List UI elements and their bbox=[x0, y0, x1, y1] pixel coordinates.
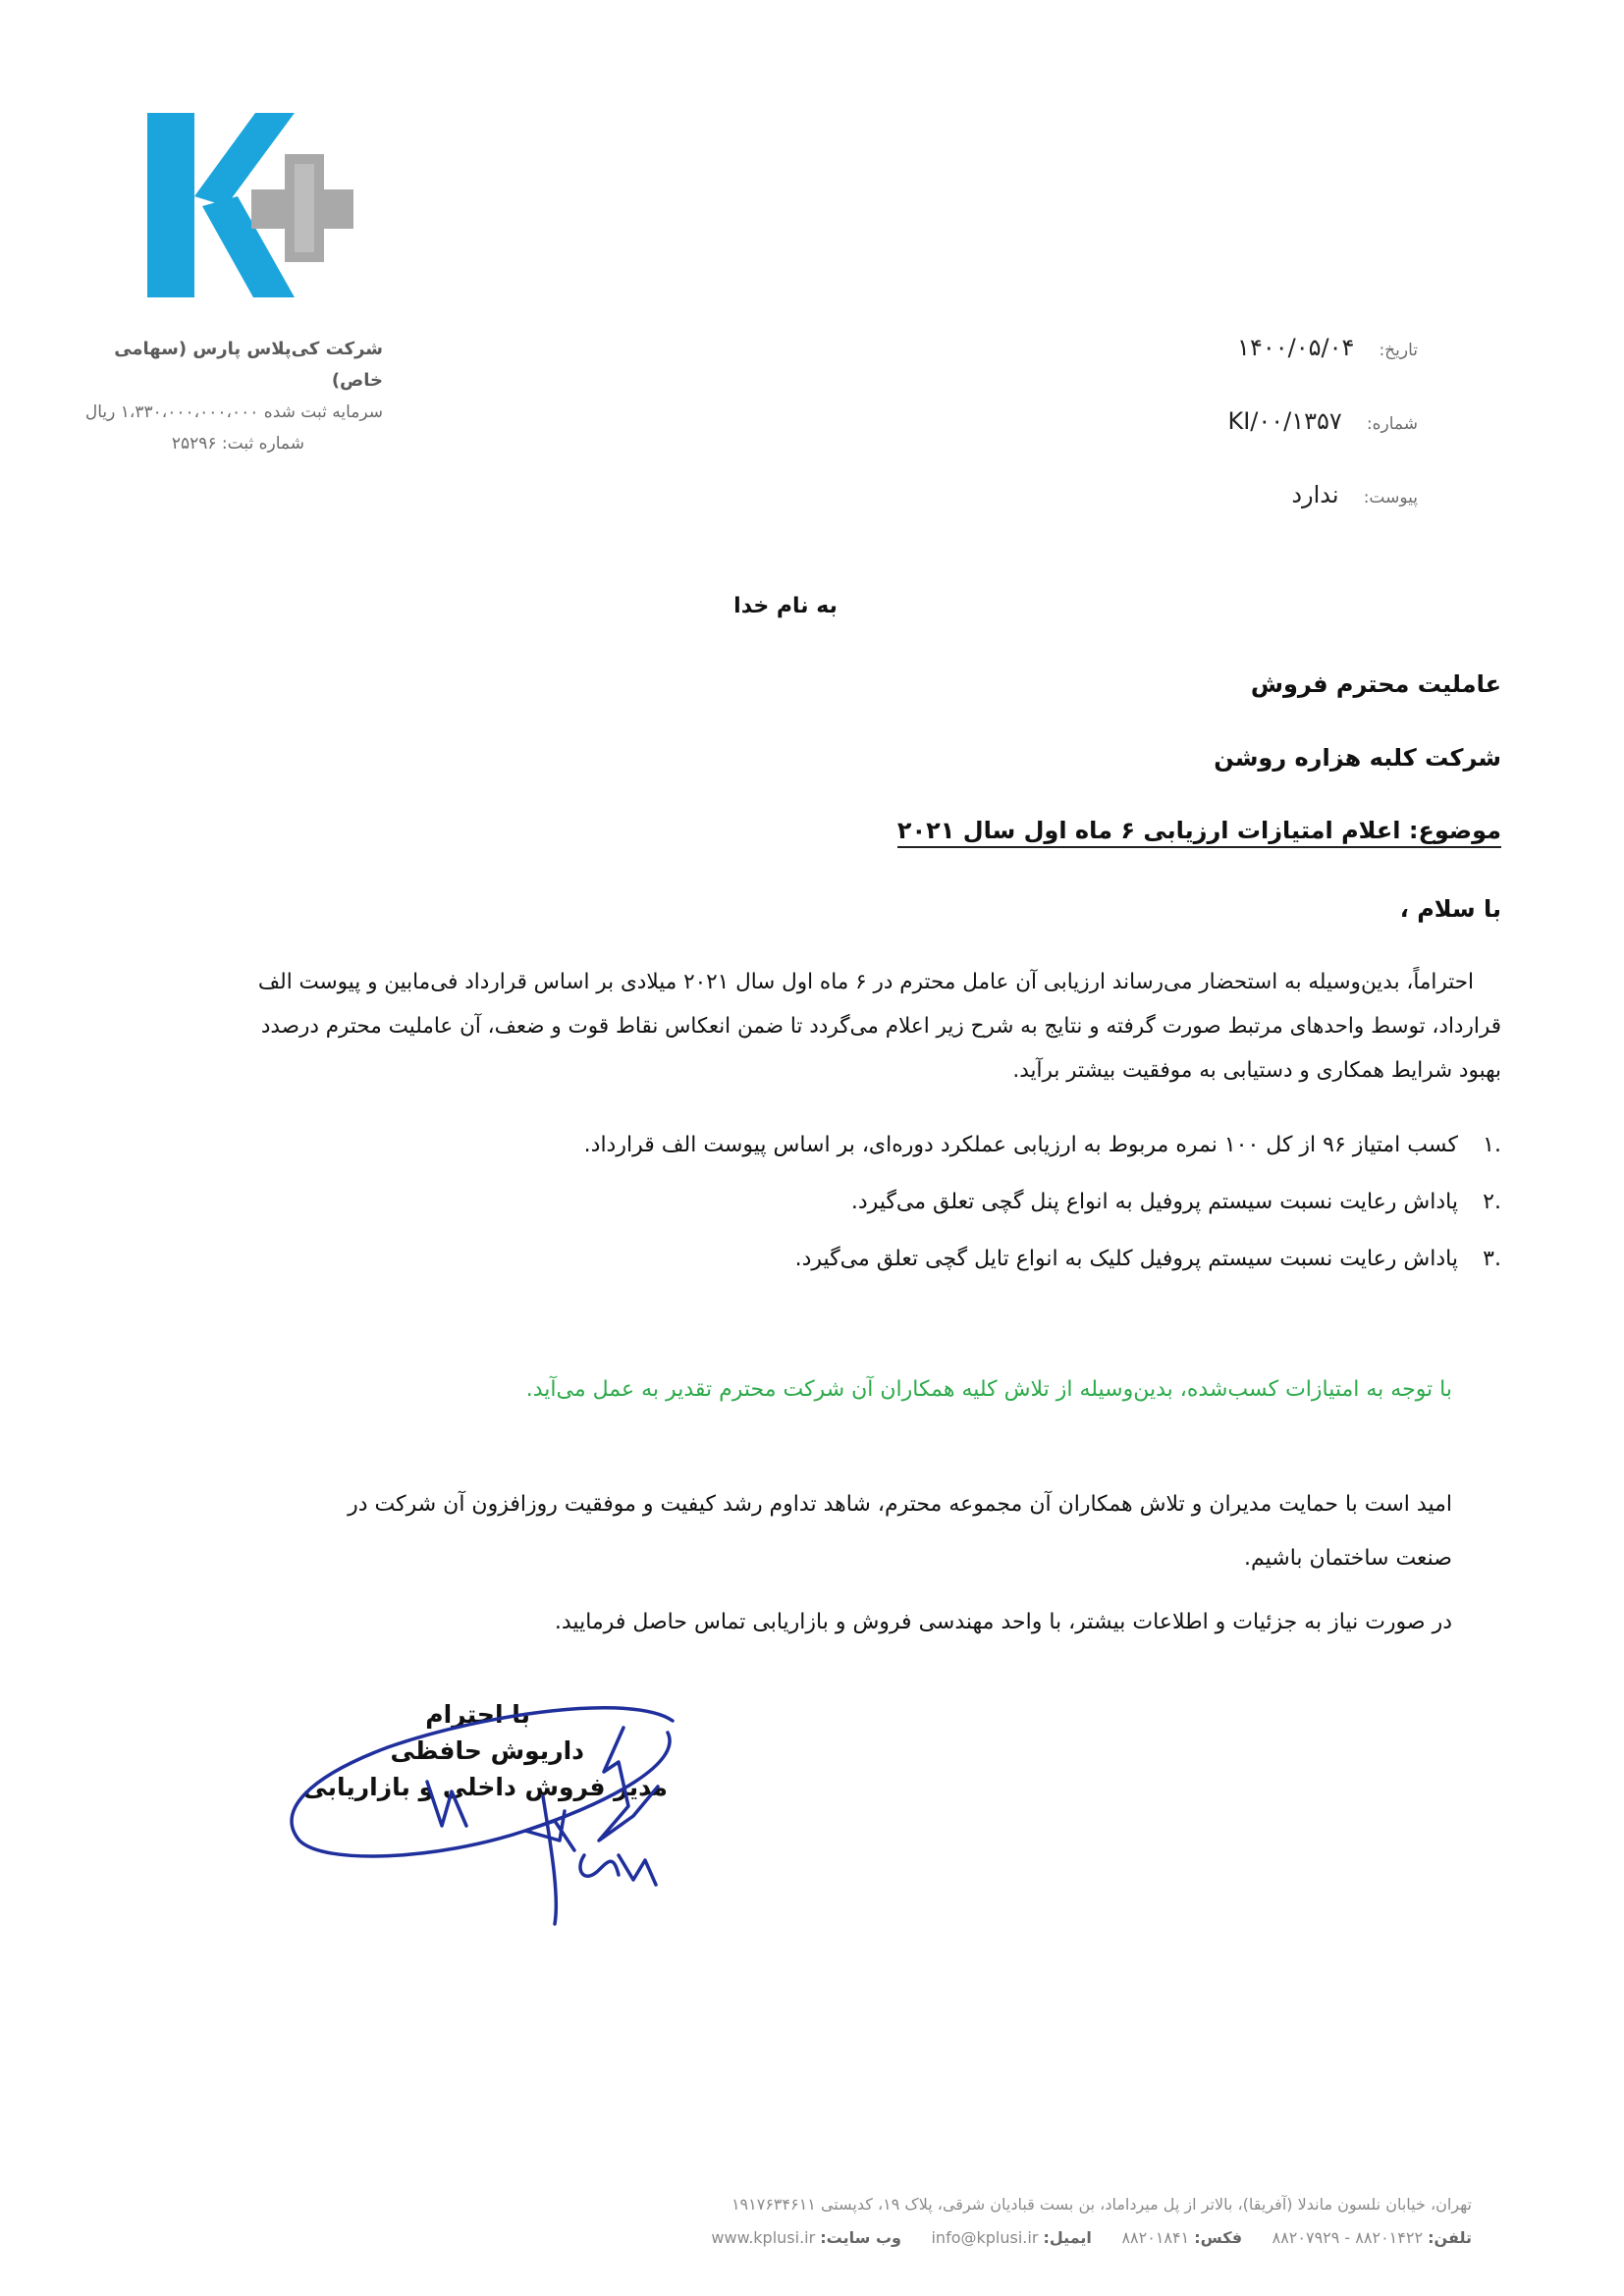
number-value: ۱۳۵۷/KI/۰۰ bbox=[1227, 407, 1342, 435]
intro-line: قرارداد، توسط واحدهای مرتبط صورت گرفته و نتایج به شرح زیر اعلام می‌گردد تا ضمن انعکاس نقاط قوت و ضعف، آن عاملیت محترم درصدد bbox=[260, 1014, 1501, 1039]
company-name: شرکت کی‌پلاس پارس (سهامی خاص) bbox=[114, 339, 383, 391]
fax-label: فکس: bbox=[1194, 2228, 1243, 2247]
list-number: .۲ bbox=[1483, 1190, 1501, 1214]
list-text: پاداش رعایت نسبت سیستم پروفیل به انواع پنل گچی تعلق می‌گیرد. bbox=[850, 1190, 1458, 1214]
subject: موضوع: اعلام امتیازات ارزیابی ۶ ماه اول سال ۲۰۲۱ bbox=[897, 817, 1501, 848]
list-number: .۱ bbox=[1483, 1133, 1501, 1157]
phone-value: ۸۸۲۰۱۴۲۲ - ۸۸۲۰۷۹۲۹ bbox=[1272, 2228, 1424, 2247]
greeting: با سلام ، bbox=[1399, 895, 1501, 923]
hope-paragraph bbox=[195, 1477, 1452, 1585]
hope-line: امید است با حمایت مدیران و تلاش همکاران آن مجموعه محترم، شاهد تداوم رشد کیفیت و موفقیت روزافزون آن شرکت در bbox=[348, 1492, 1452, 1517]
recipient-title: عاملیت محترم فروش bbox=[1250, 670, 1501, 698]
web-value[interactable]: www.kplusi.ir bbox=[711, 2228, 816, 2247]
date-label: تاریخ: bbox=[1379, 341, 1418, 360]
company-capital: سرمایه ثبت شده ۱،۳۳۰،۰۰۰،۰۰۰،۰۰۰ ریال bbox=[84, 402, 383, 422]
contact-text: در صورت نیاز به جزئیات و اطلاعات بیشتر، با واحد مهندسی فروش و بازاریابی تماس حاصل فرمایید. bbox=[554, 1610, 1452, 1634]
intro-line: احتراماً، بدین‌وسیله به استحضار می‌رساند ارزیابی آن عامل محترم در ۶ ماه اول سال ۲۰۲۱ میلادی بر اساس قرارداد فی‌مابین و پیوست الف bbox=[257, 970, 1474, 994]
footer-contacts bbox=[294, 2222, 1472, 2254]
footer-address: تهران، خیابان نلسون ماندلا (آفریقا)، بالاتر از پل میرداماد، بن بست قبادیان شرقی، پلاک ۱۹، کدپستی ۱۹۱۷۶۳۴۶۱۱ bbox=[731, 2195, 1472, 2214]
email-label: ایمیل: bbox=[1043, 2228, 1092, 2247]
number-label: شماره: bbox=[1366, 414, 1418, 434]
appreciation-text: با توجه به امتیازات کسب‌شده، بدین‌وسیله از تلاش کلیه همکاران آن شرکت محترم تقدیر به عمل می‌آید. bbox=[525, 1377, 1452, 1402]
invocation: به نام خدا bbox=[733, 594, 838, 618]
handwritten-signature bbox=[280, 1693, 692, 1939]
list-text: پاداش رعایت نسبت سیستم پروفیل کلیک به انواع تایل گچی تعلق می‌گیرد. bbox=[794, 1247, 1458, 1271]
attachment-value: ندارد bbox=[1291, 481, 1339, 508]
list-number: .۳ bbox=[1483, 1247, 1501, 1271]
subject-line bbox=[618, 817, 1501, 848]
date-value: ۱۴۰۰/۰۵/۰۴ bbox=[1237, 334, 1355, 361]
list-item bbox=[195, 1188, 1501, 1217]
hope-line: صنعت ساختمان باشیم. bbox=[1243, 1546, 1452, 1571]
fax-value: ۸۸۲۰۱۸۴۱ bbox=[1121, 2228, 1190, 2247]
number-field bbox=[1104, 407, 1418, 435]
list-item bbox=[195, 1245, 1501, 1274]
signatory-name: داریوش حافظی bbox=[390, 1736, 584, 1765]
web-label: وب سایت: bbox=[820, 2228, 901, 2247]
signatory-title: مدیر فروش داخلی و بازاریابی bbox=[302, 1773, 668, 1801]
closing-phrase: با احترام bbox=[425, 1700, 530, 1729]
list-item bbox=[195, 1131, 1501, 1160]
attachment-label: پیوست: bbox=[1363, 488, 1418, 507]
list-text: کسب امتیاز ۹۶ از کل ۱۰۰ نمره مربوط به ارزیابی عملکرد دوره‌ای، بر اساس پیوست الف قرارداد. bbox=[583, 1133, 1458, 1157]
phone-label: تلفن: bbox=[1428, 2228, 1472, 2247]
attachment-field bbox=[1104, 481, 1418, 508]
intro-line: بهبود شرایط همکاری و دستیابی به موفقیت بیشتر برآید. bbox=[1012, 1058, 1501, 1083]
company-info bbox=[59, 334, 383, 459]
date-field bbox=[1104, 334, 1418, 361]
company-logo bbox=[147, 113, 353, 299]
email-value[interactable]: info@kplusi.ir bbox=[931, 2228, 1039, 2247]
intro-paragraph bbox=[195, 960, 1501, 1093]
recipient-company: شرکت کلبه هزاره روشن bbox=[1214, 744, 1501, 772]
company-registration: شماره ثبت: ۲۵۲۹۶ bbox=[171, 434, 304, 454]
